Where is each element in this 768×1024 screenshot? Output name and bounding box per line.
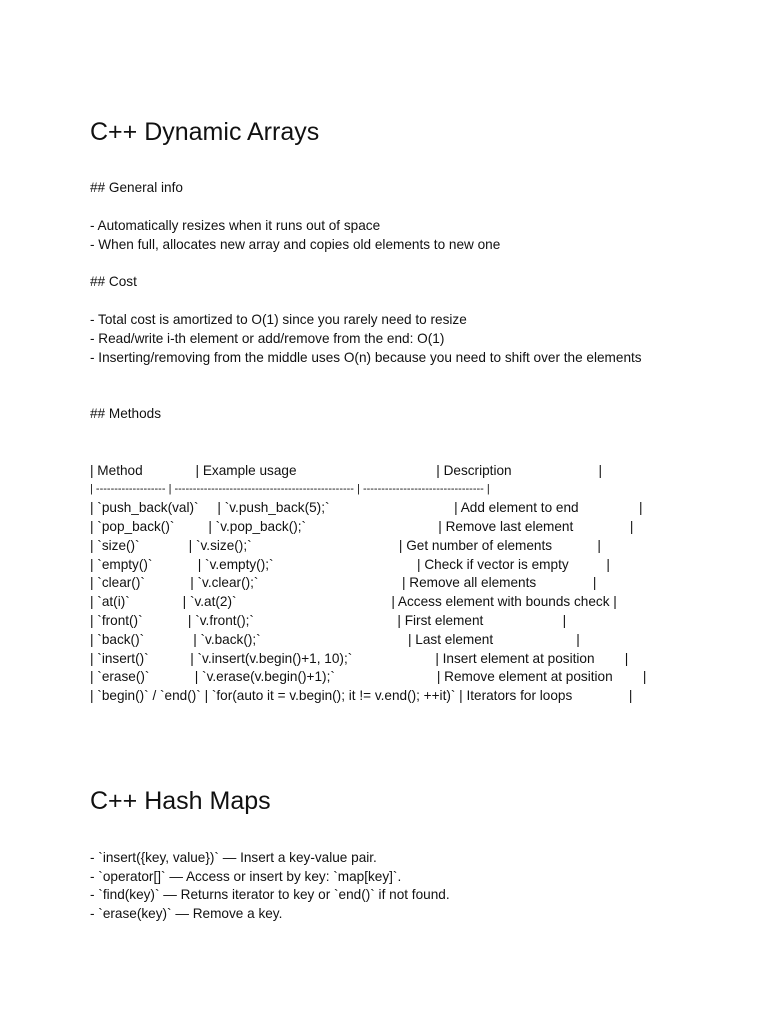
hash-map-item: - `insert({key, value})` — Insert a key-value pair. [90, 850, 377, 865]
cost-item: - Read/write i-th element or add/remove from the end: O(1) [90, 331, 445, 346]
table-row: | Method | Example usage | Description | [90, 463, 602, 478]
table-row: | `clear()` | `v.clear();` | Remove all elements | [90, 575, 597, 590]
hash-map-item: - `operator[]` — Access or insert by key: `map[key]`. [90, 869, 402, 884]
dynamic-arrays-title: C++ Dynamic Arrays [90, 118, 320, 146]
table-row: | `back()` | `v.back();` | Last element | [90, 632, 580, 647]
table-row: | `insert()` | `v.insert(v.begin()+1, 10);` | Insert element at position | [90, 651, 629, 666]
table-row: | `pop_back()` | `v.pop_back();` | Remove last element | [90, 519, 634, 534]
methods-heading: ## Methods [90, 406, 162, 421]
table-row: | ------------------- | ------------------------------------------------- | --------------------------------- | [90, 483, 490, 495]
hash-maps-title: C++ Hash Maps [90, 787, 271, 815]
cost-heading: ## Cost [90, 274, 137, 289]
table-row: | `at(i)` | `v.at(2)` | Access element with bounds check | [90, 594, 617, 609]
cost-item: - Inserting/removing from the middle uses O(n) because you need to shift over the elements [90, 350, 642, 365]
general-info-item: - Automatically resizes when it runs out of space [90, 218, 381, 233]
cost-item: - Total cost is amortized to O(1) since you rarely need to resize [90, 312, 467, 327]
table-row: | `empty()` | `v.empty();` | Check if vector is empty | [90, 557, 610, 572]
table-row: | `begin()` / `end()` | `for(auto it = v.begin(); it != v.end(); ++it)` | Iterators for loops | [90, 688, 633, 703]
hash-map-item: - `erase(key)` — Remove a key. [90, 906, 283, 921]
hash-map-item: - `find(key)` — Returns iterator to key or `end()` if not found. [90, 887, 450, 902]
table-row: | `front()` | `v.front();` | First element | [90, 613, 567, 628]
table-row: | `size()` | `v.size();` | Get number of elements | [90, 538, 601, 553]
table-row: | `erase()` | `v.erase(v.begin()+1);` | Remove element at position | [90, 669, 647, 684]
general-info-heading: ## General info [90, 180, 183, 195]
general-info-item: - When full, allocates new array and copies old elements to new one [90, 237, 501, 252]
table-row: | `push_back(val)` | `v.push_back(5);` | Add element to end | [90, 500, 643, 515]
